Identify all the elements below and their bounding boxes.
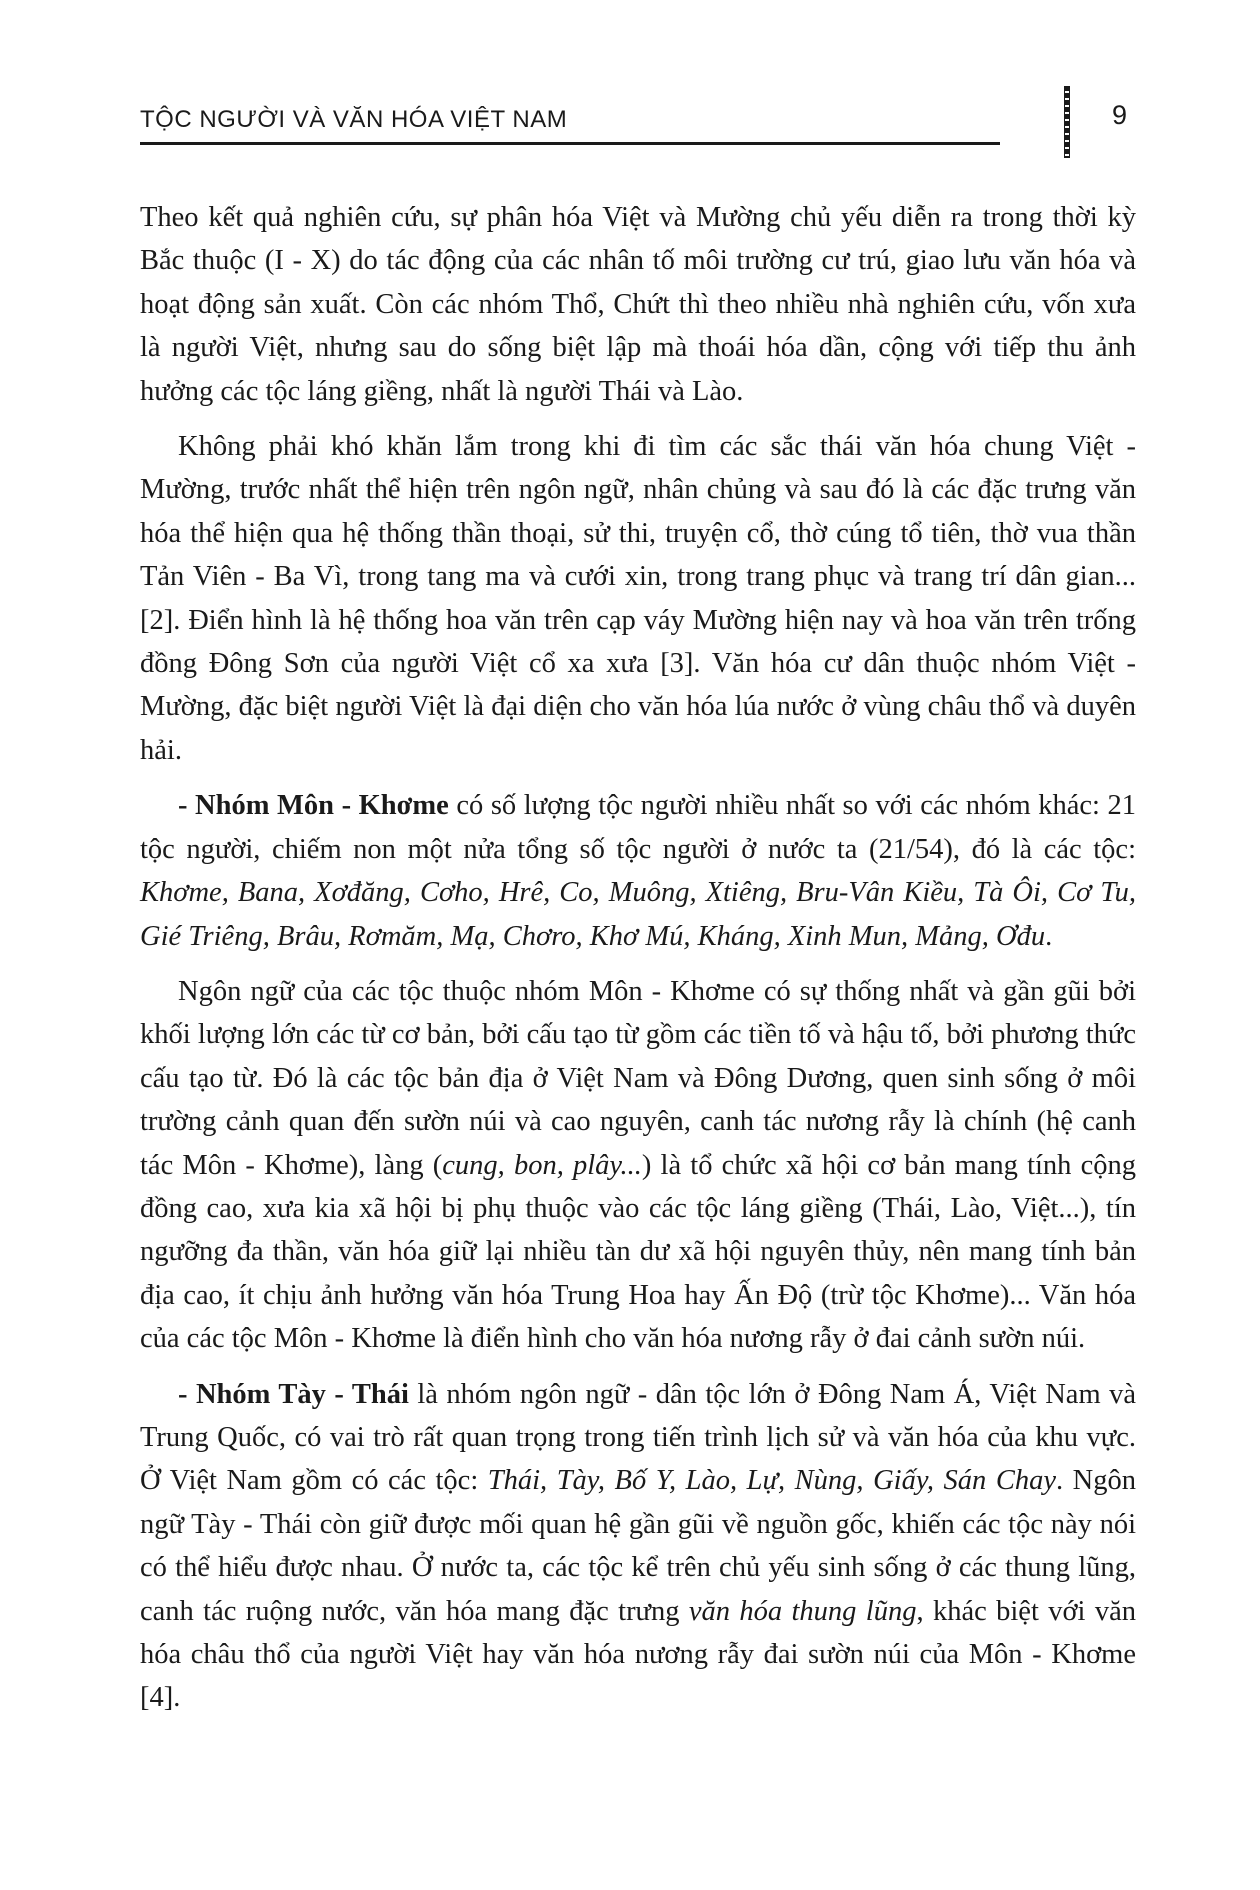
body-text	[140, 196, 1136, 1732]
paragraph-tay-thai	[140, 1373, 1136, 1720]
paragraph-1-text: Theo kết quả nghiên cứu, sự phân hóa Việt và Mường chủ yếu diễn ra trong thời kỳ Bắc thuộc (I - X) do tác động của các nhân tố môi trường cư trú, giao lưu văn hóa và hoạt động sản xuất. Còn các nhóm Thổ, Chứt thì theo nhiều nhà nghiên cứu, vốn xưa là người Việt, nhưng sau do sống biệt lập mà thoái hóa dần, cộng với tiếp thu ảnh hưởng các tộc láng giềng, nhất là người Thái và Lào.	[140, 202, 1136, 407]
paragraph-4-text-a: Ngôn ngữ của các tộc thuộc nhóm Môn - Khơme có sự thống nhất và gần gũi bởi khối lượng lớn các từ cơ bản, bởi cấu tạo từ gồm các tiền tố và hậu tố, bởi phương thức cấu tạo từ. Đó là các tộc bản địa ở Việt Nam và Đông Dương, quen sinh sống ở môi trường cảnh quan đến sườn núi và cao nguyên, canh tác nương rẫy là chính (hệ canh tác Môn - Khơme), làng (	[140, 975, 1136, 1181]
paragraph-3-end: .	[1045, 920, 1053, 952]
heading-tay-thai: - Nhóm Tày - Thái	[178, 1378, 409, 1410]
village-terms: cung, bon, plây...	[442, 1149, 642, 1181]
header-ornament-divider	[1064, 86, 1070, 158]
paragraph-5-text-c: , khác biệt với văn hóa châu thổ của người Việt hay văn hóa nương rẫy đai sườn núi của Môn - Khơme [4].	[140, 1595, 1136, 1714]
heading-mon-khmer: - Nhóm Môn - Khơme	[178, 790, 449, 822]
paragraph-1	[140, 196, 1136, 413]
paragraph-2-text: Không phải khó khăn lắm trong khi đi tìm các sắc thái văn hóa chung Việt - Mường, trước nhất thể hiện trên ngôn ngữ, nhân chủng và sau đó là các đặc trưng văn hóa thể hiện qua hệ thống thần thoại, sử thi, truyện cổ, thờ cúng tổ tiên, thờ vua thần Tản Viên - Ba Vì, trong tang ma và cưới xin, trong trang phục và trang trí dân gian... [2]. Điển hình là hệ thống hoa văn trên cạp váy Mường hiện nay và hoa văn trên trống đồng Đông Sơn của người Việt cổ xa xưa [3]. Văn hóa cư dân thuộc nhóm Việt - Mường, đặc biệt người Việt là đại diện cho văn hóa lúa nước ở vùng châu thổ và duyên hải.	[140, 431, 1136, 766]
paragraph-5-text-b: . Ngôn ngữ Tày - Thái còn giữ được mối quan hệ gần gũi về nguồn gốc, khiến các tộc này nói có thể hiểu được nhau. Ở nước ta, các tộc kể trên chủ yếu sinh sống ở các thung lũng, canh tác ruộng nước, văn hóa mang đặc trưng	[140, 1465, 1136, 1627]
paragraph-mon-khmer	[140, 784, 1136, 958]
page-number: 9	[1112, 100, 1128, 130]
valley-culture-term: văn hóa thung lũng	[688, 1595, 917, 1627]
paragraph-5-text-a: là nhóm ngôn ngữ - dân tộc lớn ở Đông Nam Á, Việt Nam và Trung Quốc, có vai trò rất quan trọng trong tiến trình lịch sử và văn hóa của khu vực. Ở Việt Nam gồm có các tộc:	[140, 1378, 1136, 1497]
paragraph-4	[140, 970, 1136, 1361]
paragraph-2	[140, 425, 1136, 772]
header-rule	[140, 142, 1000, 145]
mon-khmer-ethnic-list: Khơme, Bana, Xơđăng, Cơho, Hrê, Co, Muông, Xtiêng, Bru-Vân Kiều, Tà Ôi, Cơ Tu, Gié Triêng, Brâu, Rơmăm, Mạ, Chơro, Khơ Mú, Kháng, Xinh Mun, Mảng, Ơđu	[140, 877, 1136, 952]
tay-thai-ethnic-list: Thái, Tày, Bố Y, Lào, Lự, Nùng, Giấy, Sán Chay	[487, 1465, 1056, 1497]
running-header	[140, 100, 1000, 146]
paragraph-4-text-b: ) là tổ chức xã hội cơ bản mang tính cộng đồng cao, xưa kia xã hội bị phụ thuộc vào các tộc láng giềng (Thái, Lào, Việt...), tín ngưỡng đa thần, văn hóa giữ lại nhiều tàn dư xã hội nguyên thủy, nên mang tính bản địa cao, ít chịu ảnh hưởng văn hóa Trung Hoa hay Ấn Độ (trừ tộc Khơme)... Văn hóa của các tộc Môn - Khơme là điển hình cho văn hóa nương rẫy ở đai cảnh sườn núi.	[140, 1149, 1137, 1355]
paragraph-3-text: có số lượng tộc người nhiều nhất so với các nhóm khác: 21 tộc người, chiếm non một nửa tổng số tộc người ở nước ta (21/54), đó là các tộc:	[140, 790, 1136, 865]
running-header-title: TỘC NGƯỜI VÀ VĂN HÓA VIỆT NAM	[140, 106, 568, 133]
